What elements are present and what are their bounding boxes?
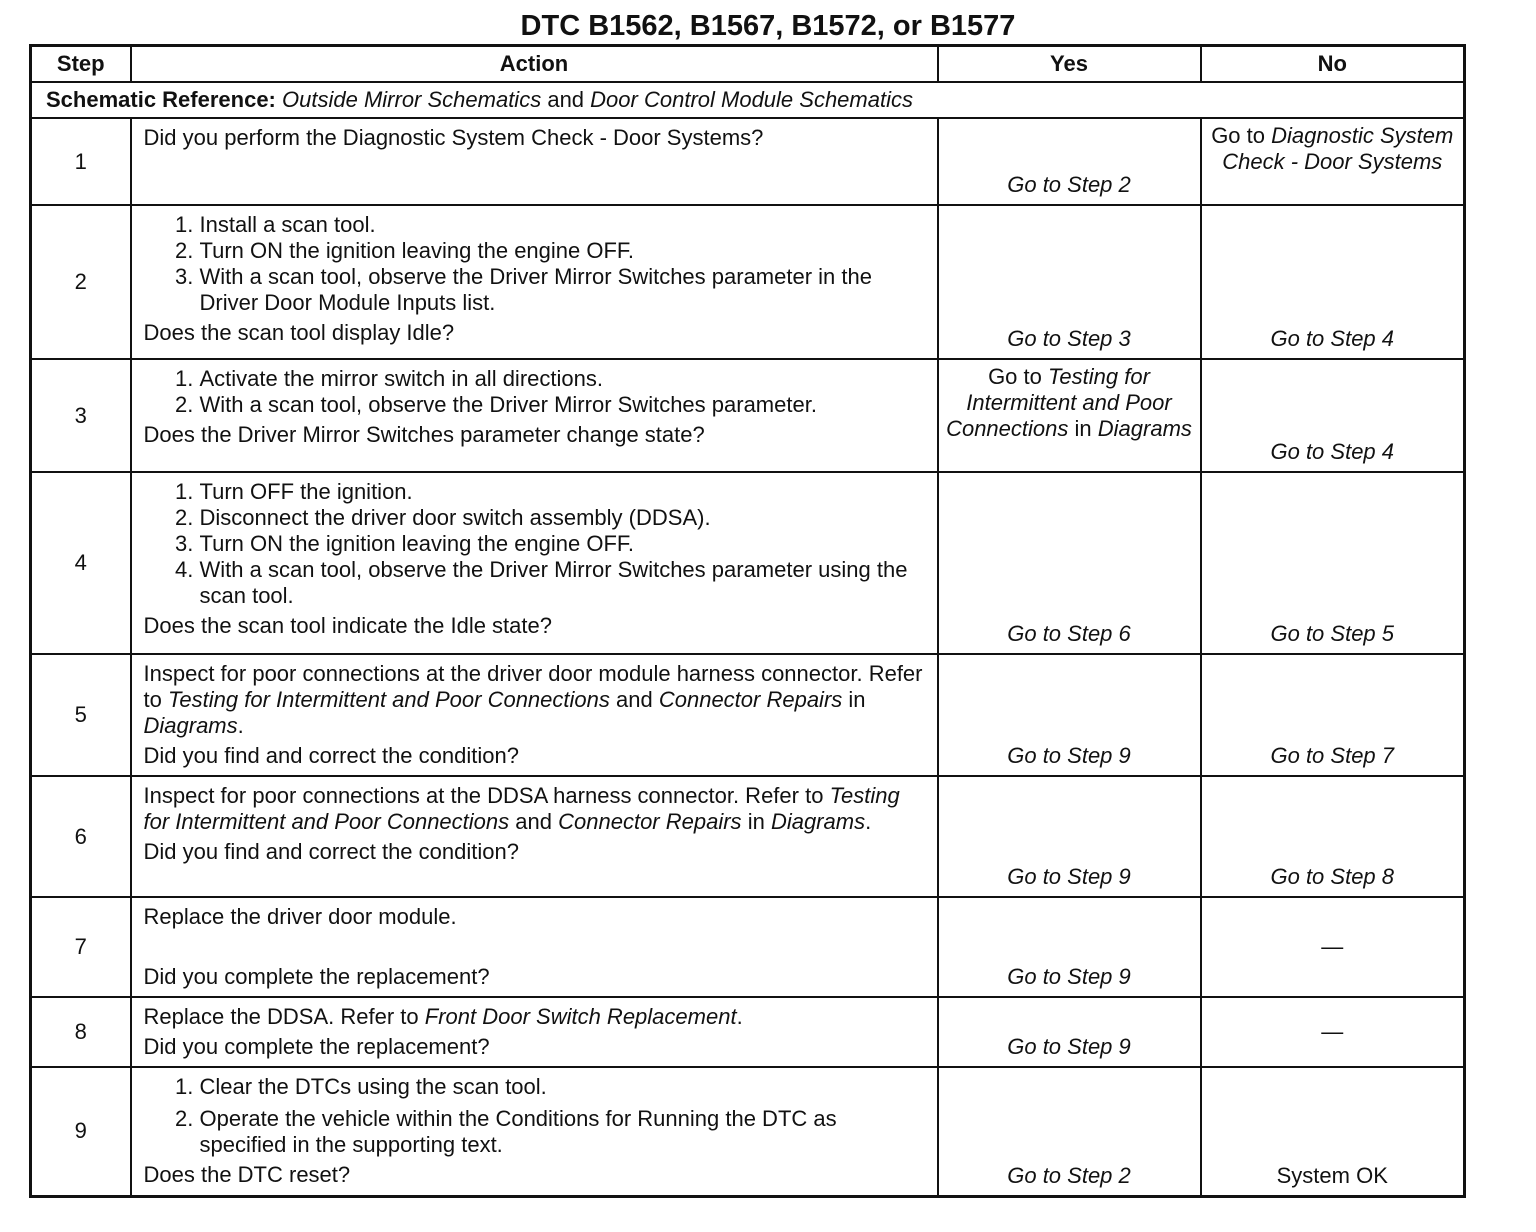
reference-link[interactable]: Front Door Switch Replacement — [424, 1004, 737, 1029]
no-cell — [1201, 654, 1465, 776]
action-cell — [131, 776, 938, 897]
step-number: 5 — [31, 654, 131, 776]
action-cell — [131, 359, 938, 472]
action-cell — [131, 472, 938, 654]
no-link[interactable]: Go to Step 4 — [1270, 326, 1395, 351]
header-row — [31, 46, 1465, 83]
step-number: 1 — [31, 118, 131, 205]
reference-link[interactable]: Testing for Intermittent and Poor Connections — [167, 687, 610, 712]
no-link[interactable]: Go to Step 5 — [1270, 621, 1395, 646]
schematic-link-dcm[interactable]: Door Control Module Schematics — [590, 87, 913, 112]
list-item: 2. Disconnect the driver door switch assembly (DDSA). — [200, 505, 925, 531]
step-number: 2 — [31, 205, 131, 359]
table-row — [31, 472, 1465, 654]
yes-cell — [938, 654, 1201, 776]
header-no: No — [1201, 46, 1465, 83]
diagnostic-table — [29, 44, 1466, 1198]
yes-cell — [938, 1067, 1201, 1196]
no-link[interactable]: Go to Step 8 — [1270, 864, 1395, 889]
step-number: 7 — [31, 897, 131, 997]
list-item: 2. Operate the vehicle within the Conditions for Running the DTC as specified in the supporting text. — [200, 1106, 925, 1158]
list-item: 1. Turn OFF the ignition. — [200, 479, 925, 505]
reference-doc[interactable]: Diagrams — [770, 809, 866, 834]
no-cell — [1201, 776, 1465, 897]
no-cell: System OK — [1201, 1067, 1465, 1196]
question-text: Did you perform the Diagnostic System Check - Door Systems? — [143, 125, 764, 150]
question-text: Did you complete the replacement? — [143, 964, 490, 989]
yes-cell — [938, 897, 1201, 997]
instruction-lead: Replace the DDSA. Refer to — [143, 1004, 419, 1029]
yes-cell — [938, 997, 1201, 1067]
table-row — [31, 359, 1465, 472]
list-item: 4. With a scan tool, observe the Driver Mirror Switches parameter using the scan tool. — [200, 557, 925, 609]
question-text: Does the scan tool display Idle? — [143, 320, 455, 345]
no-link[interactable]: Diagnostic System Check - Door Systems — [1222, 123, 1454, 174]
yes-cell — [938, 472, 1201, 654]
yes-link[interactable]: Go to Step 6 — [1007, 621, 1131, 646]
schematic-and: and — [547, 87, 585, 112]
reference-link[interactable]: Testing for Intermittent and Poor Connections — [143, 783, 900, 834]
table-row — [31, 654, 1465, 776]
procedure-list — [144, 479, 925, 609]
connector-and: and — [515, 809, 552, 834]
yes-link[interactable]: Go to Step 2 — [1007, 172, 1131, 197]
step-number: 9 — [31, 1067, 131, 1196]
question-text: Did you find and correct the condition? — [143, 743, 519, 768]
question-text: Did you find and correct the condition? — [143, 839, 519, 864]
instruction-text — [144, 661, 925, 739]
yes-link[interactable]: Go to Step 9 — [1007, 864, 1131, 889]
connector-in: in — [848, 687, 866, 712]
header-yes: Yes — [938, 46, 1201, 83]
list-item: 1. Install a scan tool. — [200, 212, 925, 238]
yes-link[interactable]: Go to Step 9 — [1007, 964, 1131, 989]
question-text: Does the Driver Mirror Switches parameter change state? — [143, 422, 705, 447]
no-cell — [1201, 359, 1465, 472]
document-title: DTC B1562, B1567, B1572, or B1577 — [520, 10, 1016, 42]
step-number: 6 — [31, 776, 131, 897]
connector-and: and — [616, 687, 653, 712]
procedure-list — [144, 212, 925, 316]
yes-prefix: Go to — [988, 364, 1042, 389]
question-text: Does the scan tool indicate the Idle state? — [143, 613, 552, 638]
no-link[interactable]: Go to Step 7 — [1270, 743, 1395, 768]
reference-doc[interactable]: Diagrams — [143, 713, 238, 738]
action-cell — [131, 897, 938, 997]
yes-cell — [938, 118, 1201, 205]
yes-in: in — [1074, 416, 1092, 441]
list-item: 1. Clear the DTCs using the scan tool. — [200, 1074, 925, 1100]
yes-cell — [938, 776, 1201, 897]
table-row — [31, 205, 1465, 359]
list-item: 2. Turn ON the ignition leaving the engine OFF. — [200, 238, 925, 264]
yes-link[interactable]: Go to Step 2 — [1007, 1162, 1131, 1188]
header-action: Action — [131, 46, 938, 83]
yes-link[interactable]: Testing for Intermittent and Poor Connections — [946, 364, 1172, 441]
action-cell — [131, 205, 938, 359]
instruction-text: Replace the driver door module. — [143, 904, 457, 929]
no-cell — [1201, 472, 1465, 654]
instruction-text — [144, 1004, 925, 1030]
no-cell: — — [1201, 897, 1465, 997]
schematic-link-mirror[interactable]: Outside Mirror Schematics — [282, 87, 542, 112]
table-row — [31, 897, 1465, 997]
step-number: 4 — [31, 472, 131, 654]
yes-link[interactable]: Go to Step 3 — [1007, 326, 1131, 351]
action-cell — [131, 118, 938, 205]
no-link[interactable]: Go to Step 4 — [1270, 439, 1395, 464]
table-row — [31, 118, 1465, 205]
instruction-lead: Inspect for poor connections at the driver door module harness connector. Refer to — [143, 661, 923, 712]
yes-doc[interactable]: Diagrams — [1097, 416, 1192, 441]
action-cell — [131, 997, 938, 1067]
reference-link[interactable]: Connector Repairs — [558, 809, 742, 834]
table-row — [31, 997, 1465, 1067]
period: . — [237, 713, 244, 738]
no-cell — [1201, 205, 1465, 359]
period: . — [736, 1004, 743, 1029]
reference-link[interactable]: Connector Repairs — [658, 687, 843, 712]
yes-cell — [938, 205, 1201, 359]
table-row — [31, 776, 1465, 897]
list-item: 3. With a scan tool, observe the Driver Mirror Switches parameter in the Driver Door Module Inputs list. — [200, 264, 925, 316]
action-cell — [131, 1067, 938, 1196]
instruction-text — [144, 783, 925, 835]
procedure-list — [144, 1074, 925, 1158]
table-row — [31, 1067, 1465, 1196]
header-step: Step — [31, 46, 131, 83]
question-text: Does the DTC reset? — [143, 1162, 351, 1187]
yes-link[interactable]: Go to Step 9 — [1007, 743, 1131, 768]
connector-in: in — [747, 809, 765, 834]
step-number: 3 — [31, 359, 131, 472]
yes-link[interactable]: Go to Step 9 — [1007, 1034, 1131, 1059]
no-cell — [1201, 118, 1465, 205]
schematic-label: Schematic Reference: — [46, 87, 276, 112]
list-item: 3. Turn ON the ignition leaving the engine OFF. — [200, 531, 925, 557]
schematic-reference — [31, 82, 1465, 118]
yes-cell — [938, 359, 1201, 472]
no-prefix: Go to — [1211, 123, 1265, 148]
step-number: 8 — [31, 997, 131, 1067]
question-text: Did you complete the replacement? — [143, 1034, 490, 1059]
period: . — [865, 809, 872, 834]
list-item: 1. Activate the mirror switch in all directions. — [200, 366, 925, 392]
procedure-list — [144, 366, 925, 418]
list-item: 2. With a scan tool, observe the Driver Mirror Switches parameter. — [200, 392, 925, 418]
no-cell: — — [1201, 997, 1465, 1067]
instruction-lead: Inspect for poor connections at the DDSA harness connector. Refer to — [143, 783, 824, 808]
action-cell — [131, 654, 938, 776]
schematic-row — [31, 82, 1465, 118]
